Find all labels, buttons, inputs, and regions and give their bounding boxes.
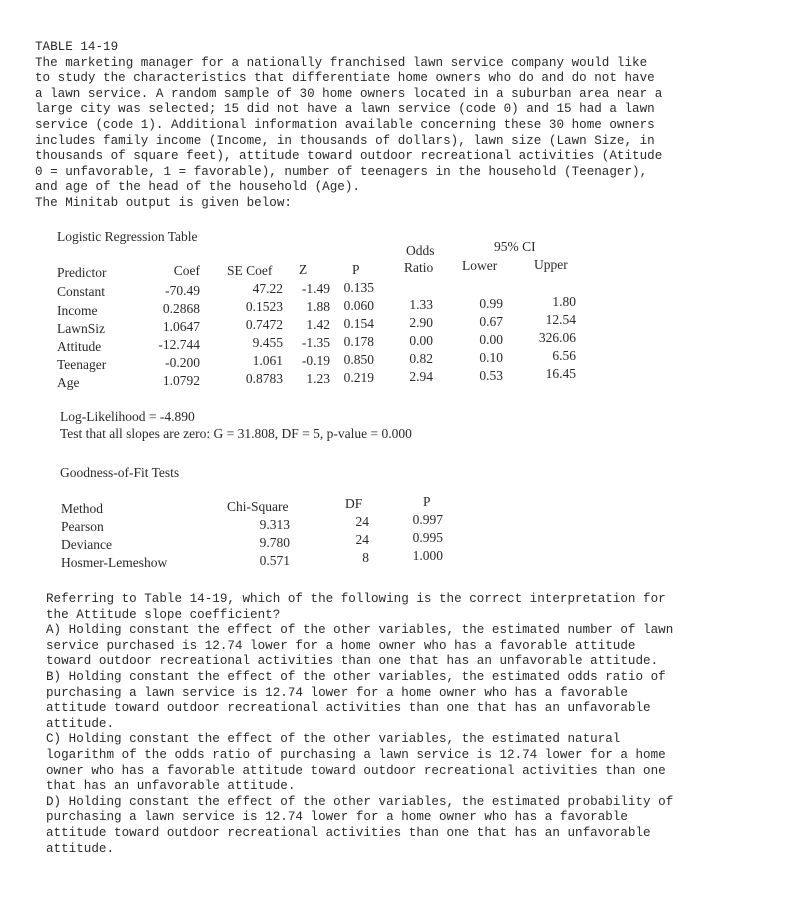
col-header-predictor: Predictor (57, 265, 107, 280)
table-cell: 1.80 (552, 294, 576, 309)
col-header-lower: Lower (462, 258, 498, 273)
question-stem-line: Referring to Table 14-19, which of the following is the correct interpretation for (46, 592, 666, 606)
intro-line: 0 = unfavorable, 1 = favorable), number of teenagers in the household (Teenager), (35, 164, 648, 179)
table-cell: 1.33 (409, 297, 433, 312)
gof-cell: 0.997 (412, 512, 443, 527)
gof-col-df: DF (345, 496, 363, 511)
intro-line: The marketing manager for a nationally franchised lawn service company would like (35, 55, 648, 70)
option-c-line: that has an unfavorable attitude. (46, 779, 296, 794)
option-d-line: attitude. (46, 841, 115, 856)
table-cell: 16.45 (545, 366, 576, 381)
table-row-predictor: Income (57, 303, 98, 318)
table-cell: 1.0647 (162, 319, 200, 334)
table-row-predictor: Constant (57, 284, 106, 299)
gof-cell: 9.780 (259, 535, 290, 550)
table-cell: 326.06 (538, 330, 576, 345)
option-d-line: purchasing a lawn service is 12.74 lower for a home owner who has a favorable (46, 810, 628, 825)
gof-col-method: Method (61, 501, 103, 516)
table-cell: 0.10 (479, 350, 503, 365)
gof-col-chi-square: Chi-Square (227, 499, 289, 514)
table-cell: 2.90 (409, 315, 433, 330)
gof-row-method: Deviance (61, 537, 112, 552)
gof-cell: 1.000 (412, 548, 443, 563)
table-cell: 0.135 (343, 280, 374, 295)
table-row-predictor: LawnSiz (57, 321, 105, 336)
table-row-predictor: Attitude (57, 339, 102, 354)
option-b-line: B) Holding constant the effect of the other variables, the estimated odds ratio of (46, 669, 666, 684)
option-c-line: logarithm of the odds ratio of purchasing a lawn service is 12.74 lower for a home (46, 747, 666, 762)
col-header-upper: Upper (534, 257, 568, 272)
gof-row-method: Hosmer-Lemeshow (61, 555, 168, 570)
table-cell: -70.49 (165, 283, 200, 298)
table-cell: 0.67 (479, 314, 503, 329)
option-d-line: D) Holding constant the effect of the other variables, the estimated probability of (46, 794, 674, 809)
table-cell: -12.744 (158, 337, 200, 352)
table-cell: 2.94 (409, 369, 433, 384)
gof-col-p: P (423, 494, 431, 509)
table-cell: -0.19 (301, 353, 330, 368)
gof-cell: 8 (362, 550, 369, 565)
table-cell: 1.88 (306, 299, 330, 314)
option-d-line: attitude toward outdoor recreational activities than one that has an unfavorable (46, 825, 651, 840)
option-b-line: attitude. (46, 716, 115, 731)
intro-line: TABLE 14-19 (35, 40, 119, 54)
option-b-line: attitude toward outdoor recreational activities than one that has an unfavorable (46, 701, 651, 716)
col-header-z: Z (299, 262, 308, 277)
slopes-test: Test that all slopes are zero: G = 31.808, DF = 5, p-value = 0.000 (60, 426, 412, 441)
intro-line: service (code 1). Additional information available concerning these 30 home owners (35, 117, 655, 132)
table-cell: 0.850 (343, 352, 374, 367)
intro-line: to study the characteristics that differentiate home owners who do and do not have (35, 71, 655, 86)
table-cell: 0.060 (343, 298, 374, 313)
gof-title: Goodness-of-Fit Tests (60, 465, 180, 480)
log-likelihood: Log-Likelihood = -4.890 (60, 409, 195, 424)
table-cell: 6.56 (552, 348, 576, 363)
intro-line: includes family income (Income, in thousands of dollars), lawn size (Lawn Size, in (35, 133, 655, 148)
option-b-line: purchasing a lawn service is 12.74 lower for a home owner who has a favorable (46, 685, 628, 700)
table-cell: 0.219 (343, 370, 374, 385)
option-a-line: toward outdoor recreational activities than one that has an unfavorable attitude. (46, 654, 659, 669)
table-cell: 1.061 (252, 353, 283, 368)
intro-line: large city was selected; 15 did not have a lawn service (code 0) and 15 had a lawn (35, 102, 655, 117)
intro-line: and age of the head of the household (Age). (35, 180, 360, 195)
table-cell: 0.00 (409, 333, 433, 348)
table-cell: 0.178 (343, 334, 374, 349)
table-cell: 12.54 (545, 312, 576, 327)
question-stem-line: the Attitude slope coefficient? (46, 607, 281, 622)
option-c-line: owner who has a favorable attitude toward outdoor recreational activities than one (46, 763, 666, 778)
table-cell: -1.35 (301, 335, 330, 350)
table-row-predictor: Teenager (57, 357, 107, 372)
intro-line: The Minitab output is given below: (35, 195, 292, 210)
table-cell: 1.0792 (162, 373, 200, 388)
odds-header: Odds (406, 243, 435, 258)
col-header-ratio: Ratio (404, 260, 434, 275)
table-cell: -0.200 (165, 355, 200, 370)
intro-line: a lawn service. A random sample of 30 home owners located in a suburban area near a (35, 86, 663, 101)
gof-cell: 24 (355, 514, 369, 529)
option-a-line: A) Holding constant the effect of the other variables, the estimated number of lawn (46, 623, 674, 638)
table-cell: 0.00 (479, 332, 503, 347)
option-a-line: service purchased is 12.74 lower for a home owner who has a favorable attitude (46, 638, 636, 653)
gof-cell: 0.571 (259, 553, 290, 568)
gof-cell: 0.995 (412, 530, 443, 545)
table-cell: 1.42 (306, 317, 330, 332)
table-cell: 0.82 (409, 351, 433, 366)
table-cell: 0.99 (479, 296, 503, 311)
gof-cell: 9.313 (259, 517, 290, 532)
table-cell: 47.22 (252, 281, 283, 296)
col-header-p: P (352, 262, 360, 277)
option-c-line: C) Holding constant the effect of the other variables, the estimated natural (46, 732, 621, 747)
table-cell: 0.154 (343, 316, 374, 331)
logistic-table-title: Logistic Regression Table (57, 229, 198, 244)
table-cell: 9.455 (252, 335, 283, 350)
table-cell: 0.7472 (245, 317, 283, 332)
ci-header: 95% CI (494, 239, 536, 254)
table-cell: 0.2868 (162, 301, 200, 316)
table-cell: 0.1523 (245, 299, 283, 314)
question-block (46, 592, 758, 857)
col-header-se-coef: SE Coef (227, 263, 273, 278)
table-cell: 1.23 (306, 371, 330, 386)
table-cell: 0.53 (479, 368, 503, 383)
gof-cell: 24 (355, 532, 369, 547)
intro-line: thousands of square feet), attitude toward outdoor recreational activities (Atitude (35, 149, 663, 164)
table-cell: -1.49 (301, 281, 330, 296)
table-row-predictor: Age (57, 375, 80, 390)
col-header-coef: Coef (173, 263, 200, 278)
table-cell: 0.8783 (245, 371, 283, 386)
gof-row-method: Pearson (61, 519, 104, 534)
